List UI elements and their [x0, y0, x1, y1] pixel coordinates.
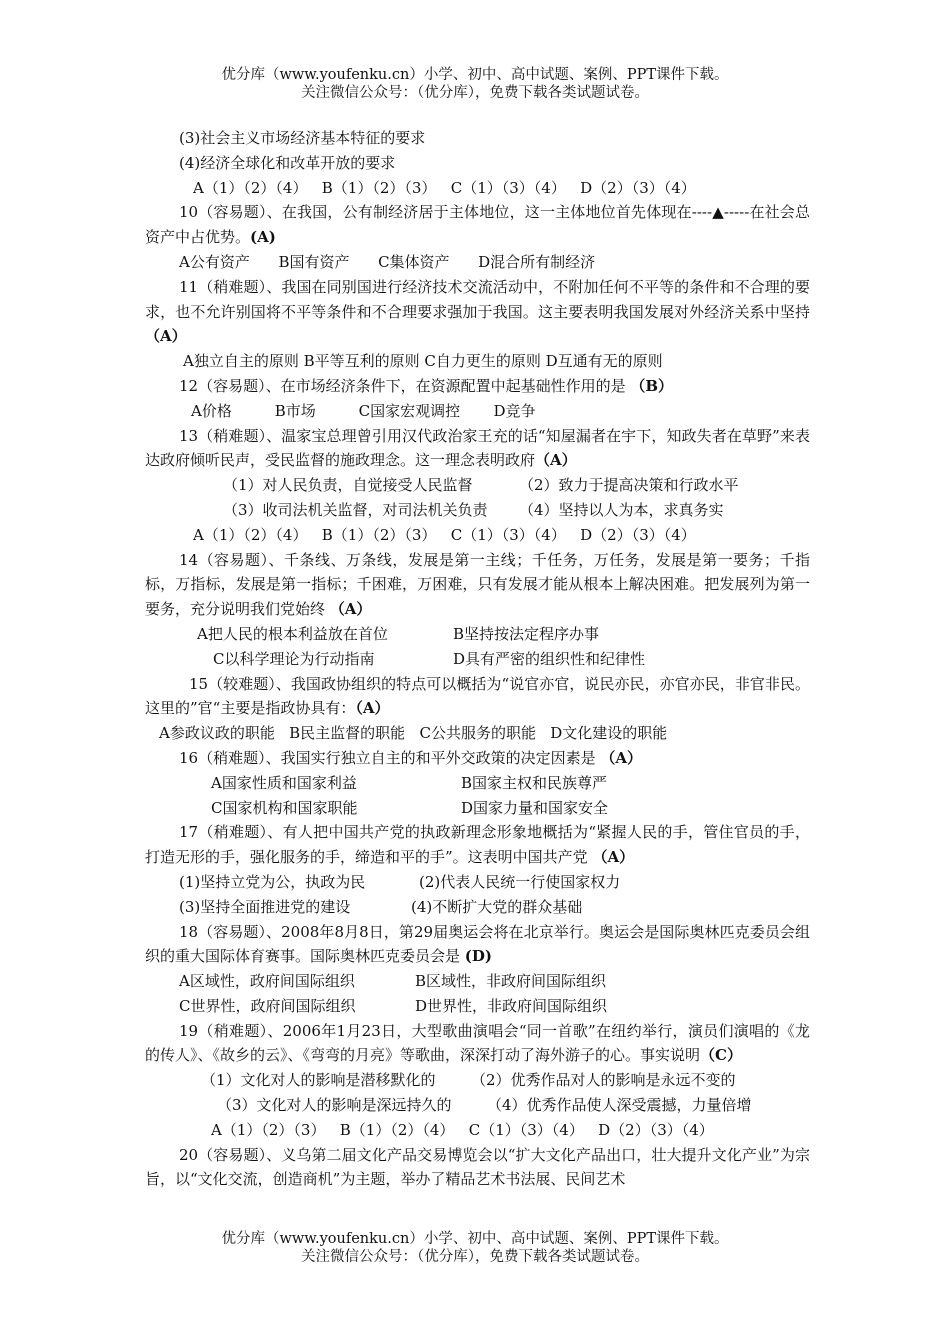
q18-option-d: D世界性，非政府间国际组织 — [415, 996, 608, 1015]
q18-option-a: A区域性，政府间国际组织 — [179, 972, 355, 991]
q10-answer: (A) — [250, 228, 276, 247]
q12-stem: 12（容易题）、在市场经济条件下，在资源配置中起基础性作用的是 — [179, 376, 626, 395]
q16-options-row-2 — [145, 796, 810, 821]
q11-answer: （A） — [145, 327, 187, 346]
q11-stem: 11（稍难题）、我国在同别国进行经济技术交流活动中，不附加任何不平等的条件和不合理的要求，也不允许别国将不平等条件和不合理要求强加于我国。这主要表明我国发展对外经济关系中坚持 — [145, 277, 810, 321]
q9-item-3: (3)社会主义市场经济基本特征的要求 — [179, 129, 426, 147]
q17-item-1: (1)坚持立党为公，执政为民 — [179, 872, 366, 891]
q18-option-b: B区域性，非政府间国际组织 — [415, 972, 607, 991]
document-body — [145, 126, 810, 1192]
q16-stem: 16（稍难题）、我国实行独立自主的和平外交政策的决定因素是 — [179, 748, 596, 767]
q11-question — [145, 275, 810, 349]
q18-options-row-1 — [145, 969, 810, 994]
q16-option-c: C国家机构和国家职能 — [211, 798, 358, 817]
page-footer — [0, 1230, 950, 1266]
q11-options: A独立自主的原则 B平等互利的原则 C自力更生的原则 D互通有无的原则 — [183, 352, 663, 371]
q14-options-row-1 — [145, 622, 810, 647]
q17-item-2: (2)代表人民统一行使国家权力 — [419, 872, 621, 891]
q14-stem: 14（容易题）、千条线、万条线，发展是第一主线；千任务，万任务，发展是第一要务；千指标，万指标，发展是第一指标；千困难，万困难，只有发展才能从根本上解决困难。把发展列为第一要务，充分说明我们党始终 — [145, 550, 810, 619]
q13-item-3: （3）收司法机关监督，对司法机关负责 — [223, 500, 488, 519]
q14-question — [145, 548, 810, 622]
q12-question — [145, 374, 810, 399]
q13-options: A（1）（2）（4） B（1）（2）（3） C（1）（3）（4） D（2）（3）（4） — [193, 525, 696, 544]
q15-stem: 15（较难题）、我国政协组织的特点可以概括为“说官亦官，说民亦民，亦官亦民，非官非民。这里的”官“主要是指政协具有： — [145, 674, 810, 718]
q10-options: A公有资产 B国有资产 C集体资产 D混合所有制经济 — [179, 252, 596, 271]
q18-stem: 18（容易题）、2008年8月8日，第29届奥运会将在北京举行。奥运会是国际奥林匹克委员会组织的重大国际体育赛事。国际奥林匹克委员会是 — [145, 922, 810, 966]
q14-option-a: A把人民的根本利益放在首位 — [197, 624, 388, 643]
q9-item-4: (4)经济全球化和改革开放的要求 — [179, 153, 396, 172]
q17-answer: （A） — [592, 848, 635, 867]
q9-options: A（1）（2）（4） B（1）（2）（3） C（1）（3）（4） D（2）（3）（4） — [193, 178, 696, 197]
q19-item-4: （4）优秀作品使人深受震撼，力量倍增 — [487, 1096, 752, 1115]
q14-options-row-2 — [145, 647, 810, 672]
q16-option-d: D国家力量和国家安全 — [461, 798, 609, 817]
q17-question — [145, 820, 810, 870]
q19-items-row-1 — [145, 1068, 810, 1093]
q13-answer: （A） — [535, 451, 577, 470]
q18-option-c: C世界性，政府间国际组织 — [179, 996, 356, 1015]
q18-options-row-2 — [145, 994, 810, 1019]
q13-stem: 13（稍难题）、温家宝总理曾引用汉代政治家王充的话“知屋漏者在宇下，知政失者在草野”来表达政府倾听民声，受民监督的施政理念。这一理念表明政府 — [145, 426, 810, 470]
q18-question — [145, 920, 810, 970]
q14-answer: （A） — [329, 600, 372, 619]
q17-items-row-2 — [145, 895, 810, 920]
q17-stem: 17（稍难题）、有人把中国共产党的执政新理念形象地概括为“紧握人民的手，管住官员的手，打造无形的手，强化服务的手，缔造和平的手”。这表明中国共产党 — [145, 823, 810, 867]
q19-answer: （C） — [700, 1046, 742, 1065]
q19-item-3: （3）文化对人的影响是深远持久的 — [217, 1096, 452, 1115]
q19-options: A（1）（2）（3） B（1）（2）（4） C（1）（3）（4） D（2）（3）（4） — [211, 1120, 714, 1139]
header-line-2: 关注微信公众号：（优分库），免费下载各类试题试卷。 — [301, 85, 649, 101]
q19-question — [145, 1019, 810, 1069]
q12-options: A价格 B市场 C国家宏观调控 D竞争 — [191, 401, 536, 420]
q13-question — [145, 424, 810, 474]
q12-answer: （B） — [630, 376, 674, 395]
q19-stem: 19（稍难题）、2006年1月23日，大型歌曲演唱会“同一首歌”在纽约举行，演员们演唱的《龙的传人》、《故乡的云》、《弯弯的月亮》等歌曲，深深打动了海外游子的心。事实说明 — [145, 1021, 810, 1065]
q13-item-4: （4）坚持以人为本，求真务实 — [519, 500, 724, 519]
q17-item-3: (3)坚持全面推进党的建设 — [179, 897, 351, 916]
q19-items-row-2 — [145, 1093, 810, 1118]
q13-items-row-1 — [145, 473, 810, 498]
q16-option-b: B国家主权和民族尊严 — [461, 773, 608, 792]
q16-options-row-1 — [145, 771, 810, 796]
q18-answer: (D) — [464, 947, 492, 966]
q14-option-b: B坚持按法定程序办事 — [453, 624, 600, 643]
q17-item-4: (4)不断扩大党的群众基础 — [411, 897, 583, 916]
q16-answer: （A） — [600, 748, 643, 767]
q15-options: A参政议政的职能 B民主监督的职能 C公共服务的职能 D文化建设的职能 — [159, 724, 668, 743]
header-line-1: 优分库（www.youfenku.cn）小学、初中、高中试题、案例、PPT课件下载。 — [221, 67, 729, 83]
q20-stem: 20（容易题）、义乌第二届文化产品交易博览会以“扩大文化产品出口，壮大提升文化产业”为宗旨，以“文化交流，创造商机”为主题，举办了精品艺术书法展、民间艺术 — [145, 1145, 810, 1189]
q13-items-row-2 — [145, 498, 810, 523]
page-header — [0, 66, 950, 102]
q16-option-a: A国家性质和国家利益 — [211, 773, 357, 792]
q15-answer: （A） — [355, 699, 390, 718]
q17-items-row-1 — [145, 870, 810, 895]
q10-stem: 10（容易题）、在我国，公有制经济居于主体地位，这一主体地位首先体现在----▲-----在社会总资产中占优势。 — [145, 203, 810, 247]
q14-option-c: C以科学理论为行动指南 — [213, 649, 375, 668]
footer-line-2: 关注微信公众号：（优分库），免费下载各类试题试卷。 — [301, 1249, 649, 1265]
footer-line-1: 优分库（www.youfenku.cn）小学、初中、高中试题、案例、PPT课件下载。 — [221, 1231, 729, 1247]
q20-question — [145, 1143, 810, 1193]
q15-question — [145, 672, 810, 722]
q14-option-d: D具有严密的组织性和纪律性 — [453, 649, 646, 668]
q13-item-1: （1）对人民负责，自觉接受人民监督 — [223, 476, 473, 495]
q19-item-2: （2）优秀作品对人的影响是永远不变的 — [471, 1071, 736, 1090]
q16-question — [145, 746, 810, 771]
q13-item-2: （2）致力于提高决策和行政水平 — [519, 476, 739, 495]
q19-item-1: （1）文化对人的影响是潜移默化的 — [201, 1071, 436, 1090]
q10-question — [145, 200, 810, 250]
